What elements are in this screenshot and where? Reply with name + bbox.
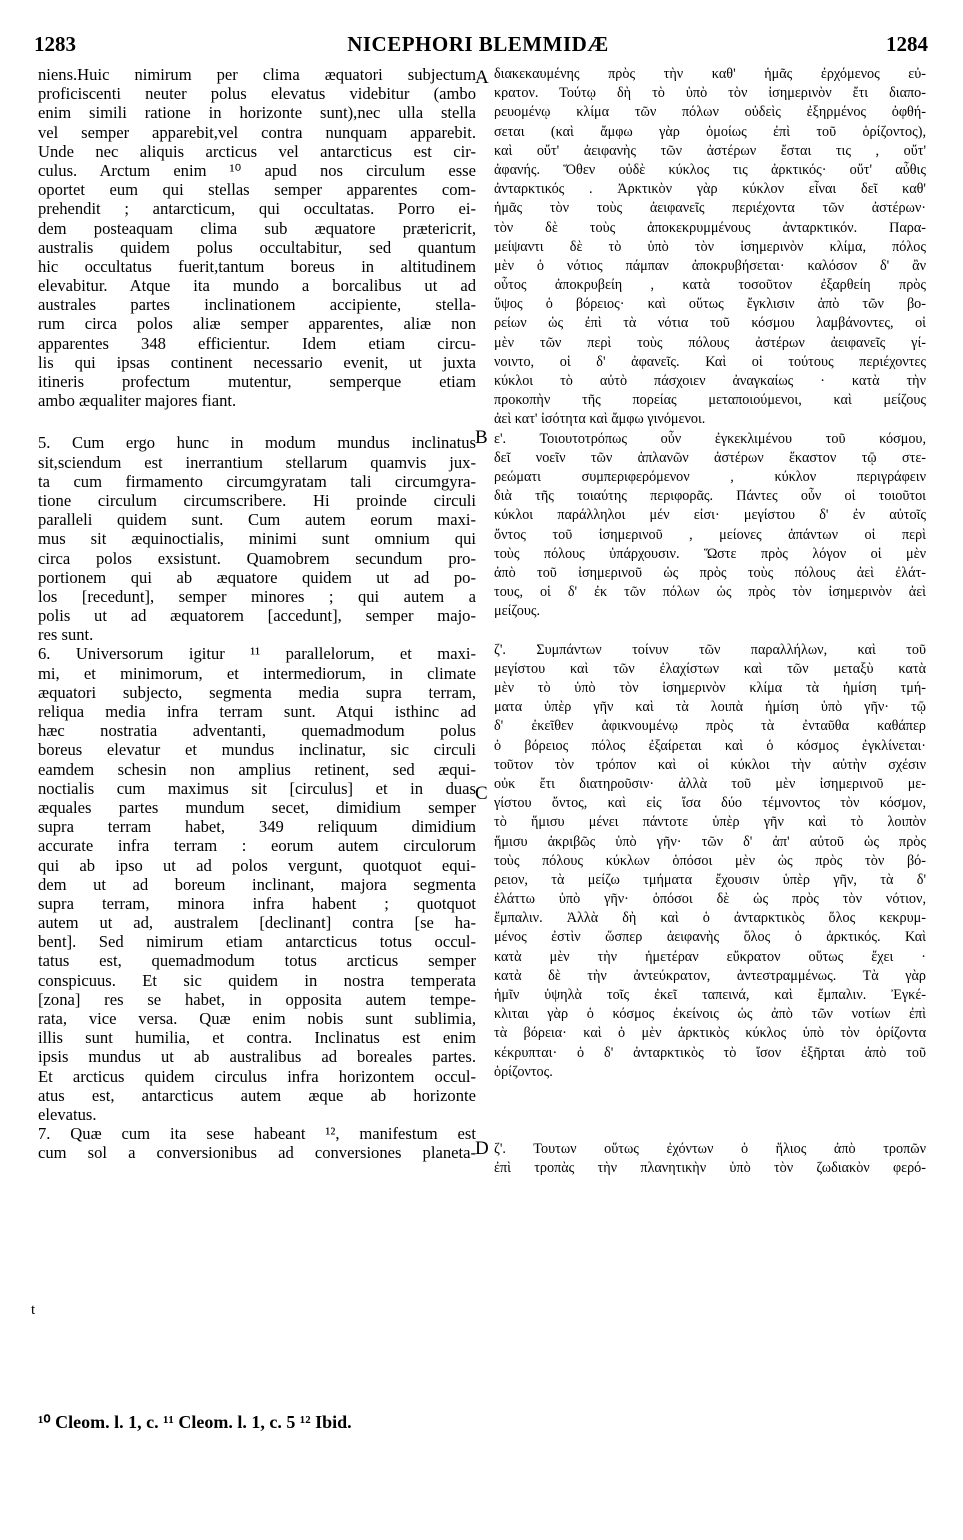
page-header xyxy=(28,20,928,56)
greek-line: μείψαντι δὲ τὸ ὑπὸ τὸν ἰσημερινὸν κλίμα, πόλος xyxy=(494,238,926,255)
latin-line: polis ut ad æquatorem [accedunt], semper majo- xyxy=(38,606,476,626)
latin-line: qui ab ipso ut ad polos vergunt, quotquot equi- xyxy=(38,855,476,875)
greek-line: κατὰ μὲν τὴν ἡμετέραν εὔκρατον οὕτως ἔχει · xyxy=(494,948,926,965)
latin-line: elevatus. xyxy=(38,1104,97,1124)
latin-line: [zona] res se habet, in opposita autem tempe- xyxy=(38,989,476,1009)
greek-gap xyxy=(494,1101,926,1120)
greek-gap xyxy=(494,1120,926,1139)
latin-line: Et arcticus quidem circulus infra horizontem occul- xyxy=(38,1066,476,1086)
latin-line: portionem qui ab æquatore quidem ut ad po- xyxy=(38,567,476,587)
page-number-right: 1284 xyxy=(886,32,928,56)
latin-line: bent]. Sed nimirum etiam antarcticus totus occul- xyxy=(38,932,476,952)
greek-line: προκοπὴν τῆς πορείας μεταποιούμενοι, καὶ μείζους xyxy=(494,392,926,409)
latin-column xyxy=(38,65,476,1163)
latin-line: 5. Cum ergo hunc in modum mundus inclinatus xyxy=(38,433,476,453)
greek-line: καὶ οὔτ' ἀειφανὴς τῶν ἀστέρων ἔσται τις , οὔτ' xyxy=(494,142,926,159)
page-number-left: 1283 xyxy=(34,32,76,56)
latin-line: illis sunt humilia, et contra. Inclinatus est enim xyxy=(38,1028,476,1048)
greek-line: ε'. Τοιουτοτρόπως οὖν ἐγκεκλιμένου τοῦ κόσμου, xyxy=(494,430,926,447)
greek-line: ρευομένῳ κλίμα τῶν πόλων οὐδεὶς ἐξηρμένος ὀφθή- xyxy=(494,104,926,121)
greek-line: μὲν τὸ ὑπὸ τὸν ἰσημερινὸν κλίμα τὰ ἡμίση τμή- xyxy=(494,680,926,696)
latin-line: dem ut ad boreum inclinant, majora segmenta xyxy=(38,874,476,894)
latin-line: enim simili ratione in horizonte sunt),nec ulla stella xyxy=(38,103,476,123)
latin-line: oportet eum qui stellas semper apparentes com- xyxy=(38,180,476,200)
greek-line: κύκλοι τὸ αὐτὸ πάσχοιεν ἀναγκαίως · κατὰ τὴν xyxy=(494,373,926,389)
greek-line: μείζους. xyxy=(494,603,541,620)
margin-marker-c: C xyxy=(475,783,488,804)
greek-line: ἐλάττω ὑπὸ γῆν· ὁπόσοι δὲ ὡς πρὸς τὸν νότιον, xyxy=(494,891,926,908)
greek-line: κρατον. Τούτῳ δὴ τὸ ὑπὸ τὸν ἰσημερινὸν ἔτι διαπο- xyxy=(494,85,926,102)
margin-marker-b: B xyxy=(475,427,488,448)
greek-line: τὸ ἥμισυ μένει πάντοτε ὑπὲρ γῆν καὶ τὸ λοιπὸν xyxy=(494,814,926,831)
latin-line: reliqua media infra terram sunt. Atqui isthinc ad xyxy=(38,702,476,721)
latin-line: 7. Quæ cum ita sese habeant ¹², manifestum est xyxy=(38,1124,476,1144)
latin-line: vel semper apparebit,vel contra nunquam apparebit. xyxy=(38,122,476,142)
latin-line: dem posteaquam clima sub æquatore prætericrit, xyxy=(38,218,476,238)
greek-line: διακεκαυμένης πρὸς τὴν καθ' ἡμᾶς ἐρχόμενος εὐ- xyxy=(494,66,926,82)
latin-line: elevabitur. Atque ita mundo a borcalibus ut ad xyxy=(38,276,476,296)
latin-line: ambo æqualiter majores fiant. xyxy=(38,391,237,411)
margin-marker-d: D xyxy=(475,1138,489,1159)
greek-line: οὗτος ἀποκρυβείη , κατὰ τοσοῦτον ἐξαρθείη πρὸς xyxy=(494,277,926,294)
latin-line: niens.Huic nimirum per clima æquatori subjectum xyxy=(38,65,476,84)
greek-line: κύκλοι παράλληλοι μέν εἰσι· μεγίστου δ' ἐν αὐτοῖς xyxy=(494,507,926,524)
latin-line: mi, et minimorum, et intermediorum, in climate xyxy=(38,663,476,683)
greek-line: ρειον, τὰ μείζω τμήματα ἔχουσιν ὑπὲρ γῆν, τὰ δ' xyxy=(494,871,926,888)
greek-line: τοῦτον τὸν τρόπον καὶ οἱ κύκλοι τὴν αὐτὴν σχέσιν xyxy=(494,756,926,773)
greek-line: ὁρίζοντος. xyxy=(494,1063,553,1080)
greek-line: κλιται γὰρ ὁ κόσμος ἐκείνοις ὡς ἀπὸ τῶν νοτίων ἐπὶ xyxy=(494,1006,926,1023)
greek-line: ἀεὶ κατ' ἰσότητα καὶ ἄμφω γινόμενοι. xyxy=(494,411,706,428)
greek-line: ὄντος τοῦ ἰσημερινοῦ , μείονες ἁπάντων οἱ περὶ xyxy=(494,526,926,543)
greek-line: ἥμισυ ἀκριβῶς ὑπὸ γῆν· τῶν δ' ἀπ' αὐτοῦ ὡς πρὸς xyxy=(494,833,926,850)
latin-line: lis qui ipsas continent necessario evenit, ut juxta xyxy=(38,352,476,372)
greek-line: τοὺς πόλους ὑπάρχουσιν. Ὥστε πρὸς λόγον οἱ μὲν xyxy=(494,545,926,562)
latin-line: ta cum firmamento circumgyratam tali circumgyra- xyxy=(38,471,476,491)
latin-line: Unde nec aliquis arcticus vel antarcticus est cir- xyxy=(38,141,476,161)
latin-gap xyxy=(38,410,476,433)
greek-line: μὲν ὁ νότιος πάμπαν ἀποκρυβήσεται· καλόσον δ' ἂν xyxy=(494,257,926,274)
latin-line: proficiscenti neuter polus elevatus videbitur (ambo xyxy=(38,84,476,104)
greek-line: δ' ἐκεῖθεν ἀφικνουμένῳ πρὸς τὰ ἐνταῦθα καθάπερ xyxy=(494,718,926,735)
latin-line: ipsis mundus ut ab australibus ad boreales partes. xyxy=(38,1047,476,1067)
greek-gap xyxy=(494,621,926,640)
latin-line: rata, vice versa. Quæ enim nobis sunt sublimia, xyxy=(38,1009,476,1028)
latin-line: 6. Universorum igitur ¹¹ parallelorum, et maxi- xyxy=(38,644,476,664)
greek-line: ὁ βόρειος πόλος ἐξαίρεται καὶ ὁ κόσμος ἐγκλίνεται· xyxy=(494,737,926,754)
greek-line: γίστου ὄντος, καὶ εἰς ἴσα δύο τέμνοντος τὸν κόσμον, xyxy=(494,795,926,812)
greek-line: διὰ τῆς τοιαύτης περιφορᾶς. Πάντες οὖν οἱ τοιοῦτοι xyxy=(494,488,926,505)
greek-line: κέκρυπται· ὁ δ' ἀνταρκτικὸς τὸ ἴσον ἐξῆρται ἀπὸ τοῦ xyxy=(494,1044,926,1061)
greek-line: ζ'. Τουτων οὕτως ἐχόντων ὁ ἥλιος ἀπὸ τροπῶν xyxy=(494,1140,926,1157)
latin-line: australis quidem polus occultabitur, sed quantum xyxy=(38,237,476,257)
greek-line: ἔμπαλιν. Ἀλλὰ δὴ καὶ ὁ ἀνταρκτικὸς ὅλος κεκρυμ- xyxy=(494,910,926,927)
latin-line: supra terram habet, 349 reliquum dimidium xyxy=(38,817,476,837)
greek-line: ζ'. Συμπάντων τοίνυν τῶν παραλλήλων, καὶ τοῦ xyxy=(494,641,926,658)
greek-line: δεῖ νοεῖν τῶν ἀπλανῶν ἀστέρων ἕκαστον τῷ στε- xyxy=(494,449,926,466)
greek-line: μὲν τῶν περὶ τοὺς πόλους ἀστέρων ἀειφανεῖς γί- xyxy=(494,334,926,351)
latin-line: boreus elevatur et mundus inclinatur, sic circuli xyxy=(38,740,476,760)
greek-line: τους, οἱ δ' ἐκ τῶν πόλων ὡς πρὸς τὸν ἰσημερινὸν ἀεὶ xyxy=(494,584,926,601)
greek-line: ἐπὶ τροπὰς τὴν πλανητικὴν ὑπὸ τὸν ζωδιακὸν φερό- xyxy=(494,1159,926,1176)
latin-line: cum sol a conversionibus ad conversiones planeta- xyxy=(38,1143,476,1163)
greek-line: τοὺς πόλους κύκλων ὁπόσοι μὲν ὡς πρὸς τὸν βό- xyxy=(494,852,926,869)
latin-line: hic occultatus fuerit,tantum boreus in altitudinem xyxy=(38,256,476,276)
margin-marker-a: A xyxy=(475,67,489,88)
latin-line: mus sit æquinoctialis, minimi sunt omnium qui xyxy=(38,529,476,549)
greek-line: ἀφανής. Ὅθεν οὐδὲ κύκλος τις ἀρκτικός· οὔτ' αὖθις xyxy=(494,161,926,178)
greek-line: ὕψος ὁ βόρειος· καὶ οὕτως ἔγκλισιν ἀπὸ τῶν βο- xyxy=(494,296,926,313)
latin-line: hæc nostratia adventanti, quemadmodum polus xyxy=(38,721,476,741)
latin-line: los [recedunt], semper minores ; qui autem a xyxy=(38,586,476,606)
greek-line: ρείων ὡς ἐπὶ τὰ νότια τοῦ κόσμου λαμβάνοντες, οἱ xyxy=(494,315,926,332)
greek-line: κατὰ δὲ τὴν ἀντεύκρατον, ἀντεστραμμένως. Τὰ γὰρ xyxy=(494,967,926,984)
greek-line: οὐκ ἔτι διατηροῦσιν· ἀλλὰ τοῦ μὲν ἰσημερινοῦ με- xyxy=(494,775,926,792)
latin-line: australes partes inclinationem accipiente, stella- xyxy=(38,295,476,315)
greek-line: μένος ἐστὶν ὥσπερ ἀειφανὴς ὅλος ὁ ἀρκτικός. Καὶ xyxy=(494,929,926,946)
greek-column xyxy=(494,65,926,1178)
latin-line: noctialis cum maximus sit [circulus] et in duas xyxy=(38,778,476,798)
greek-line: ἀπὸ τοῦ ἰσημερινοῦ ὡς πρὸς τοὺς πόλους ἀεὶ ἐλάτ- xyxy=(494,564,926,581)
latin-line: eamdem schesin non amplius retinent, sed æqui- xyxy=(38,759,476,779)
latin-line: autem ut ad, australem [declinant] contra [se ha- xyxy=(38,913,476,933)
latin-line: circa polos exsistunt. Quamobrem secundum pro- xyxy=(38,548,476,568)
latin-line: sit,sciendum est inerrantium stellarum quamvis jux- xyxy=(38,452,476,472)
latin-line: tione circulum circumscribere. Hi proinde circuli xyxy=(38,490,476,510)
greek-line: ρεώματι συμπεριφερόμενον , κύκλον περιγράφειν xyxy=(494,468,926,485)
greek-line: σεται (καὶ ἄμφω γὰρ ὁμοίως ἐπὶ τοῦ ὁρίζοντος), xyxy=(494,123,926,140)
greek-line: ματα ὑπὲρ γῆν καὶ τὰ λοιπὰ ἡμίση ὑπὸ γῆν· τῷ xyxy=(494,699,926,716)
latin-line: prehendit ; antarcticum, qui occultatas. Porro ei- xyxy=(38,199,476,219)
latin-line: rum circa polos aliæ semper apparentes, aliæ non xyxy=(38,314,476,334)
greek-gap xyxy=(494,1082,926,1101)
greek-line: ἡμᾶς τὸν τοὺς ἀειφανεῖς περιέχοντα τῶν ἀστέρων· xyxy=(494,200,926,217)
latin-line: accurate infra terram : eorum autem circulorum xyxy=(38,836,476,856)
footnote-marker: t xyxy=(31,1302,36,1318)
latin-line: æquatori subjecto, segmenta media supra terram, xyxy=(38,682,476,702)
latin-line: itineris profectum mutentur, semperque etiam xyxy=(38,372,476,391)
latin-line: culus. Arctum enim ¹⁰ apud nos circulum esse xyxy=(38,160,476,180)
greek-line: τὸν δὲ τοὺς ἀποκεκρυμμένους ἀνταρκτικόν. Παρα- xyxy=(494,219,926,236)
latin-line: res sunt. xyxy=(38,625,94,645)
latin-line: supra terram, minora infra habent ; quotquot xyxy=(38,893,476,913)
latin-line: atus est, antarcticus autem æque ab horizonte xyxy=(38,1085,476,1105)
greek-line: τὰ βόρεια· καὶ ὁ μὲν ἀρκτικὸς κύκλος ὑπὸ τὸν ὁρίζοντα xyxy=(494,1025,926,1042)
greek-line: νοιντο, οἱ δ' ἀφανεῖς. Καὶ οἱ τούτους περιέχοντες xyxy=(494,353,926,370)
footnotes: ¹⁰ Cleom. l. 1, c. ¹¹ Cleom. l. 1, c. 5 ¹² Ibid. xyxy=(38,1412,352,1432)
latin-line: æquales partes mundum secet, dimidium semper xyxy=(38,797,476,817)
greek-line: ἡμῖν ὑψηλὰ τοῖς ἐκεῖ ταπεινά, καὶ ἔμπαλιν. Ἐγκέ- xyxy=(494,987,926,1003)
running-title: NICEPHORI BLEMMIDÆ xyxy=(347,32,609,56)
latin-line: paralleli quidem sunt. Cum autem eorum maxi- xyxy=(38,510,476,530)
greek-line: μεγίστου καὶ τῶν ἐλαχίστων καὶ τῶν μεταξὺ κατὰ xyxy=(494,660,926,677)
latin-line: tatus est, quemadmodum totus arcticus semper xyxy=(38,951,476,971)
latin-line: conspicuus. Et sic quidem in nostra temperata xyxy=(38,970,476,990)
greek-line: ἀνταρκτικός . Ἀρκτικὸν γὰρ κύκλον εἶναι δεῖ καθ' xyxy=(494,181,926,198)
latin-line: apparentes 348 efficientur. Idem etiam circu- xyxy=(38,333,476,353)
